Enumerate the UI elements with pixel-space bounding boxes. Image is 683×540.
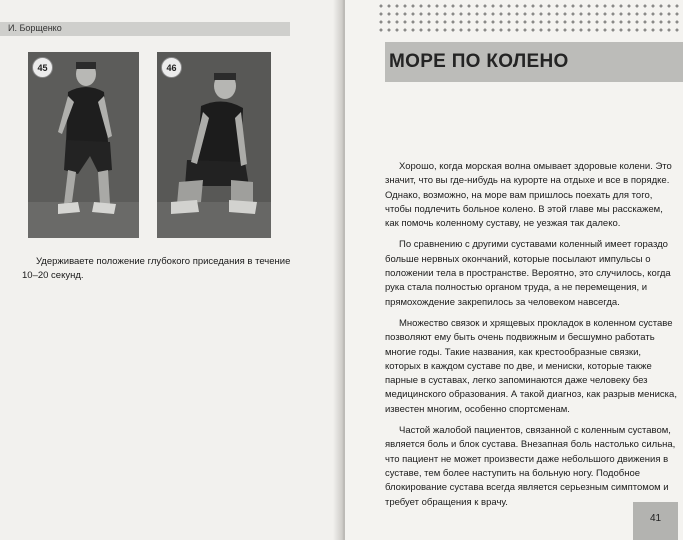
exercise-photo-45 <box>28 52 139 238</box>
body-text <box>385 160 678 517</box>
photo-number-badge: 45 <box>32 57 53 78</box>
paragraph: Частой жалобой пациентов, связанной с коленным суставом, является боль и блок сустава. Внезапная боль настолько сильна, что пациент не может произвести даже небольшого движения в суставе, тем более наступить на больную ногу. Подобное блокирование сустава всегда является серьезным симптомом и требует обращения к врачу. <box>385 425 676 508</box>
exercise-photo-46 <box>157 52 271 238</box>
paragraph: Множество связок и хрящевых прокладок в коленном суставе позволяют ему быть очень подвижным и бесшумно работать многие годы. Такие названия, как крестообразные связки, которых в каждом суставе по две, и мениски, которые также парные в суставах, легко запоминаются даже человеку без медицинского образования. А такой диагноз, как разрыв мениска, известен многим, особенно спортсменам. <box>385 317 677 415</box>
deep-squat-photo-icon <box>157 52 271 238</box>
decorative-dot-pattern <box>375 0 683 34</box>
squat-photo-icon <box>28 52 139 238</box>
page-number: 41 <box>649 513 662 524</box>
paragraph: Хорошо, когда морская волна омывает здоровые колени. Это значит, что вы где-нибудь на курорте на отдыхе и все в порядке. Однако, возможно, на море вам пришлось поехать для того, чтобы подлечить больное колено. В этой главе мы расскажем, как помочь коленному суставу, не уезжая так далеко. <box>385 161 672 230</box>
chapter-title: МОРЕ ПО КОЛЕНО <box>389 51 569 72</box>
running-header <box>0 22 290 36</box>
author-name: И. Борщенко <box>8 23 62 33</box>
photo-number-badge: 46 <box>161 57 182 78</box>
paragraph: По сравнению с другими суставами коленный имеет гораздо больше нервных окончаний, которые посылают импульсы о положении тела в пространстве. Вероятно, это случилось, когда рука стала полностью органом труда, а не перемещения, и прямохождение закрепилось за человеком навсегда. <box>385 239 671 308</box>
page-number-box <box>633 502 678 540</box>
right-page <box>345 0 683 540</box>
photo-caption <box>22 255 297 283</box>
caption-text: Удерживаете положение глубокого приседания в течение 10–20 секунд. <box>22 256 291 281</box>
chapter-title-bar <box>385 42 683 82</box>
